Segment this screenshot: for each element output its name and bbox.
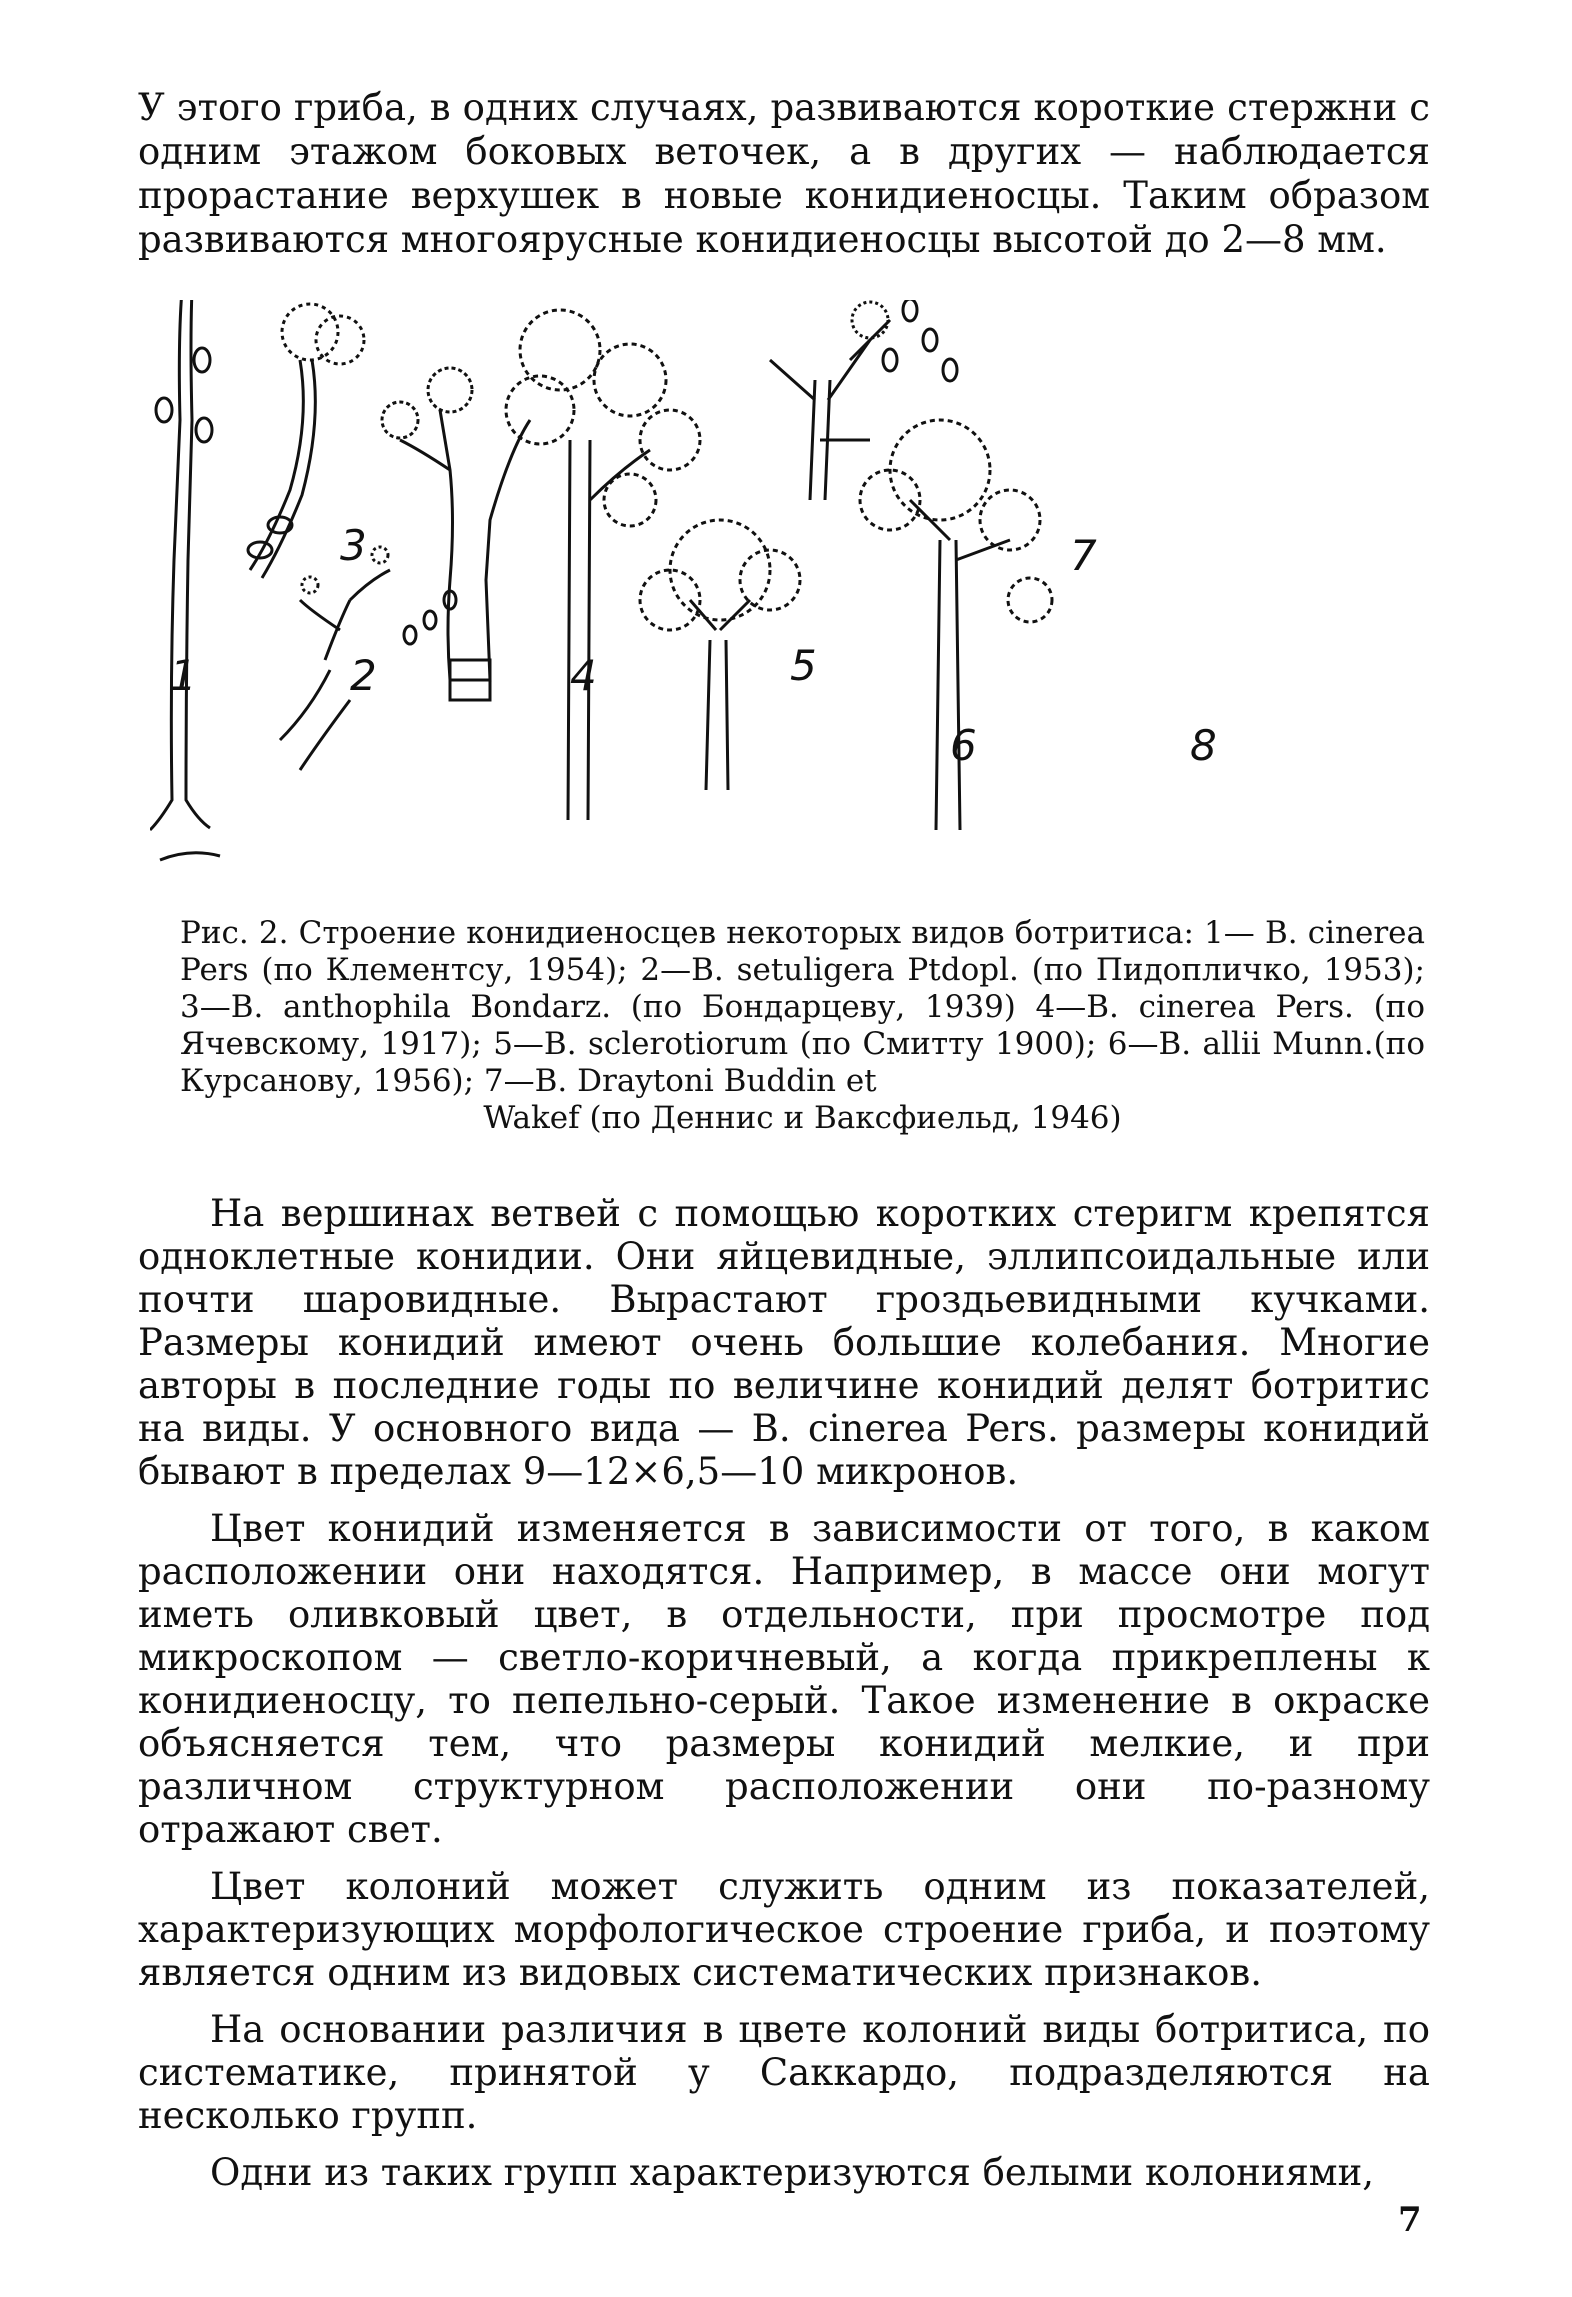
paragraph-5: Одни из таких групп характеризуются белыми колониями, [210, 2151, 1375, 2194]
paragraph-4: На основании различия в цвете колоний виды ботритиса, по систематике, принятой у Саккардо, подразделяются на несколько групп. [138, 2008, 1430, 2137]
paragraph-1: На вершинах ветвей с помощью коротких стеригм крепятся одноклетные конидии. Они яйцевидные, эллипсоидальные или почти шаровидные. Вырастают гроздьевидными кучками. Размеры конидий имеют очень большие колебания. Многие авторы в последние годы по величине конидий делят ботритис на виды. У основного вида — B. cinerea Pers. размеры конидий бывают в пределах 9—12×6,5—10 микронов. [138, 1192, 1430, 1493]
figure-caption [180, 915, 1425, 1137]
figure-label-1: 1 [170, 651, 197, 700]
figure-label-7: 7 [1070, 531, 1097, 580]
figure-label-5: 5 [790, 641, 817, 690]
drawing-7 [770, 300, 957, 500]
caption-main: Рис. 2. Строение конидиеносцев некоторых видов ботритиса: 1— B. cinerea Pers (по Клементсу, 1954); 2—B. setuligera Ptdopl. (по Пидопличко, 1953); 3—B. anthophila Bondarz. (по Бондарцеву, 1939) 4—B. cinerea Pers. (по Ячевскому, 1917); 5—B. sclerotiorum (по Смитту 1900); 6—B. allii Munn.(по Курсанову, 1956); 7—B. Draytoni Buddin et [180, 915, 1425, 1099]
drawing-4 [382, 368, 530, 700]
body-text [138, 1192, 1430, 2208]
figure-label-6: 6 [950, 721, 977, 770]
figure-label-3: 3 [340, 521, 367, 570]
drawing-6 [640, 520, 800, 790]
intro-paragraph: У этого гриба, в одних случаях, развиваются короткие стержни с одним этажом боковых веточек, а в других — наблюдается прорастание верхушек в новые конидиеносцы. Таким образом развиваются многоярусные конидиеносцы высотой до 2—8 мм. [138, 86, 1430, 261]
page-number: 7 [1398, 2200, 1422, 2240]
conidiophore-drawings [150, 300, 1420, 880]
caption-last-line: Wakef (по Деннис и Ваксфиельд, 1946) [483, 1100, 1122, 1136]
drawing-5 [506, 310, 700, 820]
drawing-1 [150, 300, 220, 860]
paragraph-3: Цвет колоний может служить одним из показателей, характеризующих морфологическое строение гриба, и поэтому является одним из видовых систематических признаков. [138, 1865, 1430, 1994]
figure-label-4: 4 [570, 651, 597, 700]
figure-label-8: 8 [1190, 721, 1217, 770]
figure-label-2: 2 [350, 651, 377, 700]
figure-conidiophores [150, 300, 1420, 880]
paragraph-2: Цвет конидий изменяется в зависимости от того, в каком расположении они находятся. Например, в массе они могут иметь оливковый цвет, в отдельности, при просмотре под микроскопом — светло-коричневый, а когда прикреплены к конидиеносцу, то пепельно-серый. Такое изменение в окраске объясняется тем, что размеры конидий мелкие, и при различном структурном расположении они по-разному отражают свет. [138, 1507, 1430, 1851]
